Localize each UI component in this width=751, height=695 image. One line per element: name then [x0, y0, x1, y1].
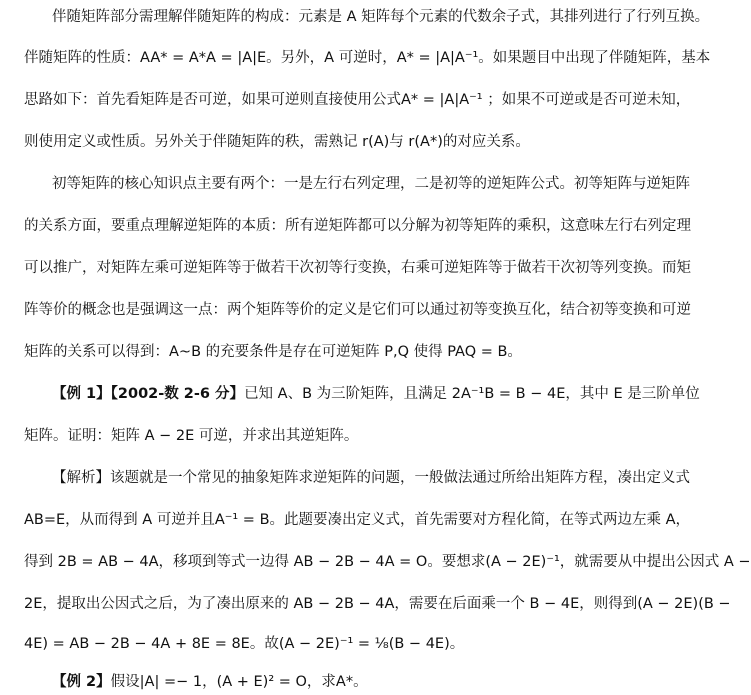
example-1-line-2: 矩阵。证明：矩阵 A − 2E 可逆，并求出其逆矩阵。 — [24, 428, 359, 444]
paragraph-1-line-2: 伴随矩阵的性质：AA* = A*A = |A|E。另外，A 可逆时，A* = |A|A⁻¹。如果题目中出现了伴随矩阵，基本 — [24, 50, 711, 66]
example-1-text: 已知 A、B 为三阶矩阵，且满足 2A⁻¹B = B − 4E，其中 E 是三阶单位 — [244, 386, 700, 402]
paragraph-2-line-1: 初等矩阵的核心知识点主要有两个：一是左行右列定理，二是初等的逆矩阵公式。初等矩阵与逆矩阵 — [52, 176, 690, 192]
example-1-label: 【例 1】【2002-数 2-6 分】 — [52, 386, 245, 402]
example-2-text: 假设|A| =− 1，(A + E)² = O，求A*。 — [110, 674, 368, 690]
example-2-label: 【例 2】 — [52, 674, 111, 690]
solution-1-line-4: 2E，提取出公因式之后，为了凑出原来的 AB − 2B − 4A，需要在后面乘一个 B − 4E，则得到(A − 2E)(B − — [24, 596, 731, 612]
example-2-line — [52, 672, 674, 692]
paragraph-1-line-4: 则使用定义或性质。另外关于伴随矩阵的秩，需熟记 r(A)与 r(A*)的对应关系。 — [24, 134, 530, 150]
paragraph-1-line-3: 思路如下：首先看矩阵是否可逆，如果可逆则直接使用公式A* = |A|A⁻¹ ；如果不可逆或是否可逆未知， — [24, 92, 691, 108]
solution-1-line-5: 4E) = AB − 2B − 4A + 8E = 8E。故(A − 2E)⁻¹ = ⅛(B − 4E)。 — [24, 636, 465, 652]
paragraph-2-line-3: 可以推广，对矩阵左乘可逆矩阵等于做若干次初等行变换，右乘可逆矩阵等于做若干次初等列变换。而矩 — [24, 260, 691, 276]
example-1-line-1 — [52, 384, 700, 404]
solution-1-line-1: 【解析】该题就是一个常见的抽象矩阵求逆矩阵的问题，一般做法通过所给出矩阵方程，凑出定义式 — [52, 470, 690, 486]
paragraph-2-line-2: 的关系方面，要重点理解逆矩阵的本质：所有逆矩阵都可以分解为初等矩阵的乘积，这意味左行右列定理 — [24, 218, 691, 234]
solution-1-line-2: AB=E，从而得到 A 可逆并且A⁻¹ = B。此题要凑出定义式，首先需要对方程化简，在等式两边左乘 A， — [24, 512, 691, 528]
paragraph-2-line-5: 矩阵的关系可以得到：A~B 的充要条件是存在可逆矩阵 P,Q 使得 PAQ = B。 — [24, 344, 522, 360]
paragraph-1-line-1: 伴随矩阵部分需理解伴随矩阵的构成：元素是 A 矩阵每个元素的代数余子式，其排列进行了行列互换。 — [52, 9, 710, 25]
solution-1-line-3: 得到 2B = AB − 4A，移项到等式一边得 AB − 2B − 4A = O。要想求(A − 2E)⁻¹，就需要从中提出公因式 A − — [24, 554, 751, 570]
paragraph-2-line-4: 阵等价的概念也是强调这一点：两个矩阵等价的定义是它们可以通过初等变换互化，结合初等变换和可逆 — [24, 302, 691, 318]
